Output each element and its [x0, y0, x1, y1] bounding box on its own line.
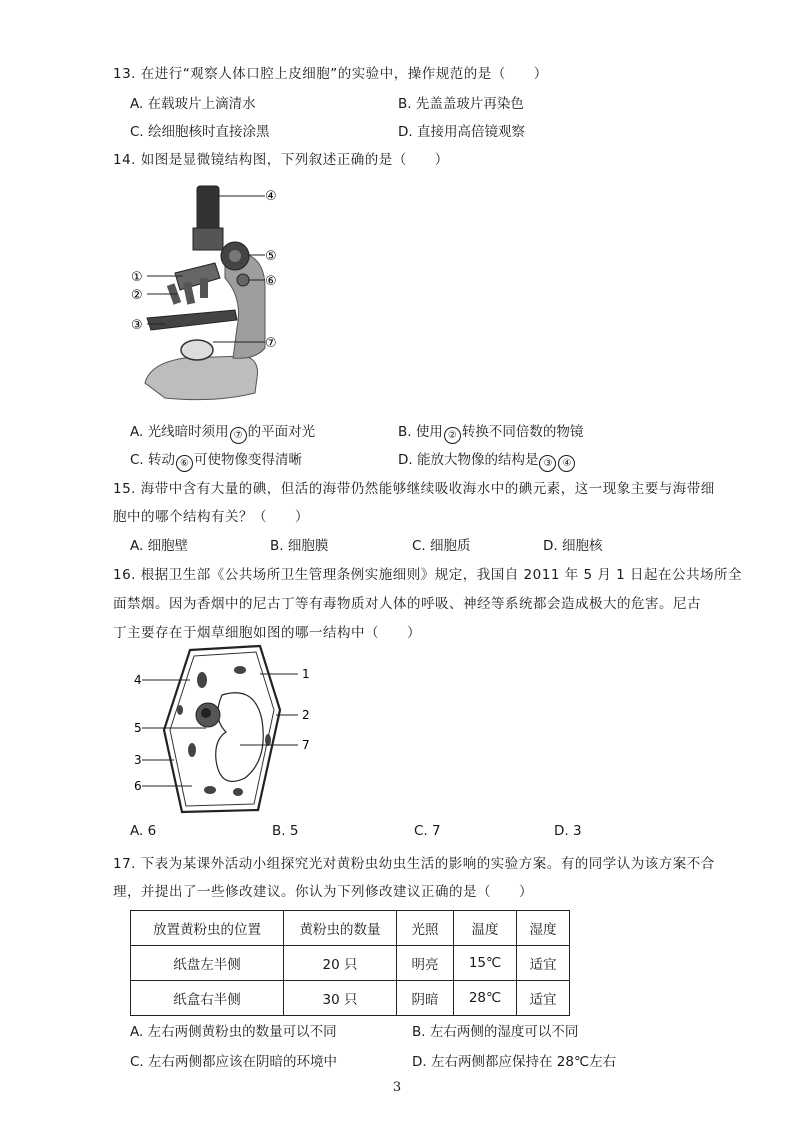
q15-option-a: A. 细胞壁	[130, 538, 189, 554]
q17-option-d: D. 左右两侧都应保持在 28℃左右	[412, 1054, 617, 1070]
table-cell: 适宜	[517, 946, 570, 981]
plant-cell-figure	[130, 640, 330, 820]
q14-option-d-text: D. 能放大物像的结构是	[398, 452, 539, 468]
q14-option-c	[130, 448, 302, 472]
table-cell: 15℃	[454, 946, 517, 981]
q14-option-b-text2: 转换不同倍数的物镜	[461, 424, 584, 440]
q14-option-b-circ: ②	[444, 427, 461, 444]
cell-label-6: 6	[134, 779, 142, 793]
q17-stem-line1: 17. 下表为某课外活动小组探究光对黄粉虫幼虫生活的影响的实验方案。有的同学认为该方案不合	[113, 856, 715, 872]
page-number: 3	[392, 1080, 402, 1095]
table-cell: 适宜	[517, 981, 570, 1016]
q17-stem-line2: 理，并提出了一些修改建议。你认为下列修改建议正确的是（ ）	[113, 884, 533, 900]
q16-stem-line3: 丁主要存在于烟草细胞如图的哪一结构中（ ）	[113, 625, 421, 641]
q16-stem-line1: 16. 根据卫生部《公共场所卫生管理条例实施细则》规定，我国自 2011 年 5 月 1 日起在公共场所全	[113, 567, 743, 583]
q14-option-b-text: B. 使用	[398, 424, 443, 440]
microscope-label-2: ②	[131, 288, 143, 303]
q13-option-b: B. 先盖盖玻片再染色	[398, 96, 524, 112]
table-cell: 20 只	[284, 946, 397, 981]
q14-option-b	[398, 420, 583, 444]
table-cell: 纸盘左半侧	[131, 946, 284, 981]
q16-option-d: D. 3	[554, 823, 582, 839]
microscope-label-6: ⑥	[265, 274, 277, 289]
experiment-table	[130, 910, 570, 1016]
table-header-cell: 光照	[397, 911, 454, 946]
table-cell: 纸盒右半侧	[131, 981, 284, 1016]
microscope-label-3: ③	[131, 318, 143, 333]
cell-label-3: 3	[134, 753, 142, 767]
cell-label-2: 2	[302, 708, 310, 722]
q13-stem: 13. 在进行“观察人体口腔上皮细胞”的实验中，操作规范的是（ ）	[113, 66, 548, 82]
table-header-row	[131, 911, 570, 946]
microscope-label-5: ⑤	[265, 249, 277, 264]
microscope-label-7: ⑦	[265, 336, 277, 351]
q16-option-a: A. 6	[130, 823, 157, 839]
table-cell: 明亮	[397, 946, 454, 981]
q17-option-b: B. 左右两侧的湿度可以不同	[412, 1024, 579, 1040]
table-row	[131, 981, 570, 1016]
cell-label-1: 1	[302, 667, 310, 681]
q15-option-b: B. 细胞膜	[270, 538, 329, 554]
table-cell: 阴暗	[397, 981, 454, 1016]
q14-option-d	[398, 448, 576, 472]
cell-label-4: 4	[134, 673, 142, 687]
q13-option-a: A. 在载玻片上滴清水	[130, 96, 256, 112]
q16-stem-line2: 面禁烟。因为香烟中的尼古丁等有毒物质对人体的呼吸、神经等系统都会造成极大的危害。尼古	[113, 596, 701, 612]
q14-option-d-circ1: ③	[539, 455, 556, 472]
q14-option-a-text: A. 光线暗时须用	[130, 424, 229, 440]
table-header-cell: 温度	[454, 911, 517, 946]
table-header-cell: 黄粉虫的数量	[284, 911, 397, 946]
microscope-label-4: ④	[265, 189, 277, 204]
q15-option-d: D. 细胞核	[543, 538, 603, 554]
q15-stem-line1: 15. 海带中含有大量的碘，但活的海带仍然能够继续吸收海水中的碘元素，这一现象主要与海带细	[113, 481, 715, 497]
q13-option-d: D. 直接用高倍镜观察	[398, 124, 525, 140]
q14-stem: 14. 如图是显微镜结构图，下列叙述正确的是（ ）	[113, 152, 449, 168]
q14-option-c-text: C. 转动	[130, 452, 176, 468]
q16-option-c: C. 7	[414, 823, 441, 839]
cell-label-7: 7	[302, 738, 310, 752]
table-header-cell: 放置黄粉虫的位置	[131, 911, 284, 946]
q15-option-c: C. 细胞质	[412, 538, 471, 554]
q15-stem-line2: 胞中的哪个结构有关？（ ）	[113, 509, 309, 525]
table-header-cell: 湿度	[517, 911, 570, 946]
q13-option-c: C. 绘细胞核时直接涂黑	[130, 124, 270, 140]
q16-option-b: B. 5	[272, 823, 299, 839]
microscope-label-1: ①	[131, 270, 143, 285]
q14-option-a-circ: ⑦	[230, 427, 247, 444]
q17-option-c: C. 左右两侧都应该在阴暗的环境中	[130, 1054, 338, 1070]
microscope-figure	[125, 178, 300, 410]
table-row	[131, 946, 570, 981]
q14-option-a	[130, 420, 315, 444]
q14-option-c-text2: 可使物像变得清晰	[194, 452, 303, 468]
table-cell: 28℃	[454, 981, 517, 1016]
table-cell: 30 只	[284, 981, 397, 1016]
q17-option-a: A. 左右两侧黄粉虫的数量可以不同	[130, 1024, 337, 1040]
q14-option-d-circ2: ④	[558, 455, 575, 472]
cell-label-5: 5	[134, 721, 142, 735]
q14-option-c-circ: ⑥	[176, 455, 193, 472]
q14-option-a-text2: 的平面对光	[247, 424, 316, 440]
